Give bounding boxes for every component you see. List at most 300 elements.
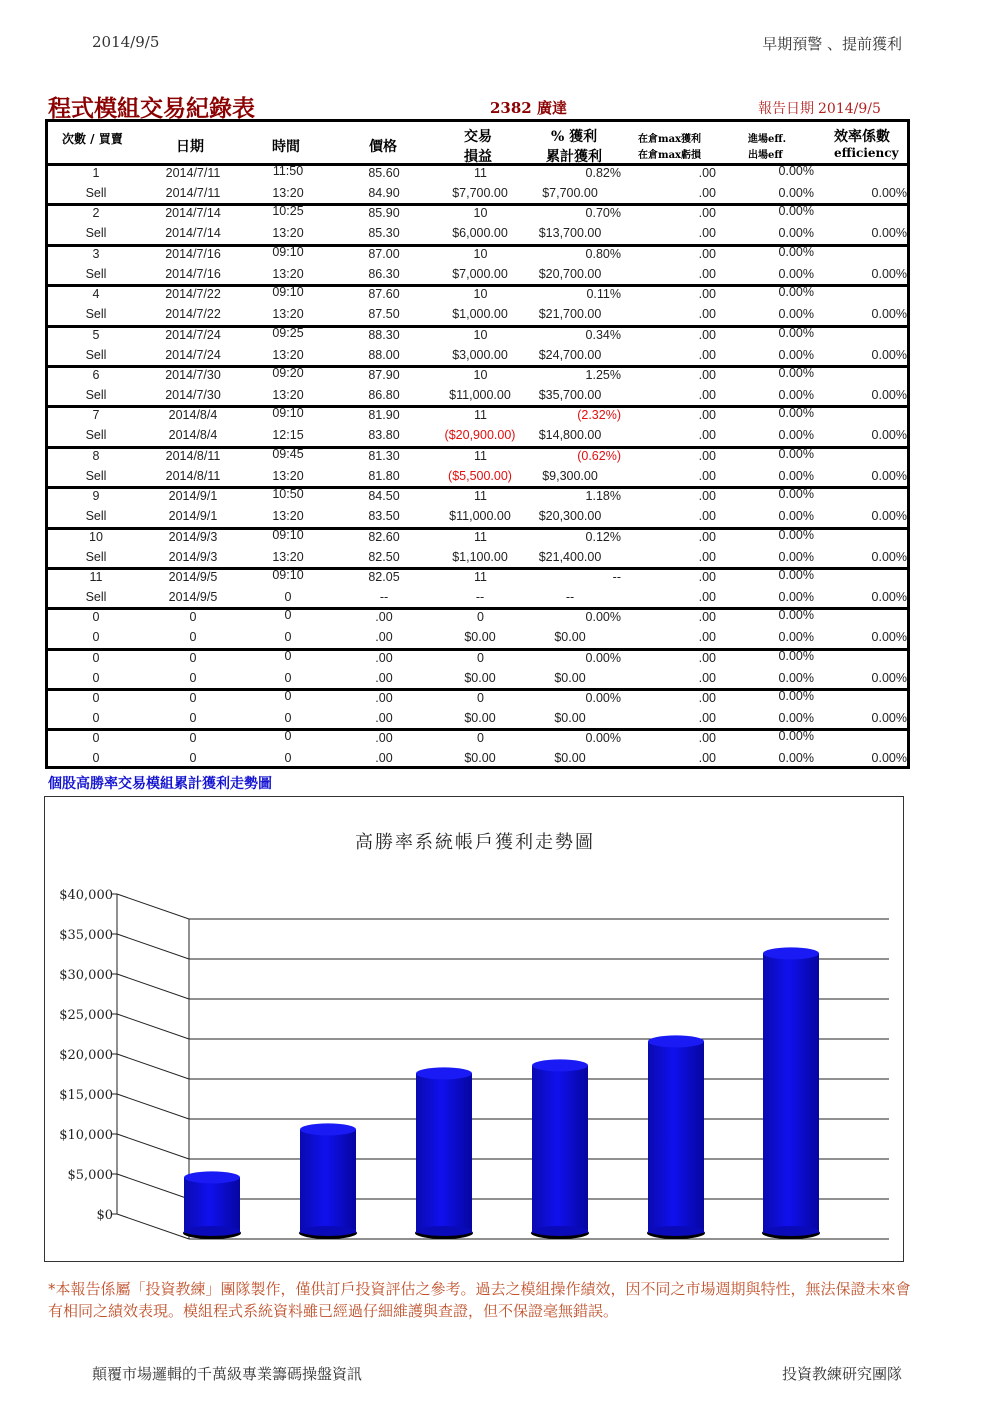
cell-time: 09:45 (272, 446, 304, 461)
cell-cum: -- (565, 589, 575, 604)
table-header (45, 119, 910, 163)
cell-side: Sell (85, 347, 107, 362)
grid-diagonal (117, 1134, 189, 1159)
cell-eff: 0.00% (778, 387, 814, 402)
trade-row (45, 244, 910, 284)
cell-time: 13:20 (272, 509, 304, 524)
cell-time: 0 (284, 729, 292, 744)
cell-pct: 0.11% (586, 287, 621, 302)
cell-n: 8 (92, 448, 100, 463)
cell-maxl: .00 (698, 226, 716, 241)
bar-bottom (300, 1226, 356, 1236)
cell-eff: 0.00% (778, 406, 814, 421)
cell-date: 2014/7/24 (165, 327, 221, 342)
cell-maxp: .00 (698, 367, 716, 382)
cell-date: 0 (189, 691, 197, 706)
cell-time: 09:10 (272, 244, 304, 259)
cell-maxl: .00 (698, 387, 716, 402)
cell-eff: 0.00% (778, 307, 814, 322)
cell-cum: $20,700.00 (538, 266, 602, 281)
footer-right: 投資教練研究團隊 (781, 1365, 902, 1383)
cell-price: 82.05 (368, 569, 400, 584)
cell-n: 0 (92, 650, 100, 665)
cell-side: Sell (85, 226, 107, 241)
cell-time: 13:20 (272, 307, 304, 322)
cell-date: 0 (189, 751, 197, 766)
header-entry-eff: 進場eff. (748, 134, 787, 145)
report-date-label: 報告日期 (758, 101, 814, 117)
cell-date: 2014/9/1 (168, 509, 218, 524)
cell-pnl: $0.00 (464, 711, 496, 726)
cell-n: 9 (92, 489, 100, 504)
cell-qty: 0 (477, 731, 484, 746)
cell-eff: 0.00% (778, 630, 814, 645)
cell-maxl: .00 (698, 711, 716, 726)
cell-pnl: $0.00 (464, 630, 496, 645)
cell-price: 87.00 (368, 246, 400, 261)
cell-time: 13:20 (272, 549, 304, 564)
trade-row (45, 163, 910, 203)
bar-body (763, 953, 819, 1233)
cell-date: 2014/7/22 (165, 307, 221, 322)
cell-price: 83.50 (368, 509, 400, 524)
bar-bottom (648, 1226, 704, 1236)
bar-body (300, 1129, 356, 1233)
cell-pct: 0.00% (585, 610, 621, 625)
cell-efficiency: 0.00% (871, 387, 907, 402)
cell-date: 0 (189, 630, 197, 645)
bar (183, 1171, 241, 1239)
cell-efficiency: 0.00% (871, 751, 907, 766)
cell-time: 10:25 (272, 204, 304, 219)
cell-eff: 0.00% (778, 285, 814, 300)
bar-top (532, 1059, 588, 1071)
cell-time: 13:20 (272, 468, 304, 483)
bar-body (416, 1073, 472, 1233)
cell-price: 85.90 (368, 206, 400, 221)
cell-time: 0 (284, 608, 292, 623)
bar-top (763, 947, 819, 959)
trade-row (45, 527, 910, 567)
cell-qty: 10 (473, 327, 488, 342)
cell-price: 83.80 (368, 428, 400, 443)
cell-date: 2014/7/16 (165, 266, 221, 281)
cell-qty: 11 (474, 529, 487, 544)
cell-eff: 0.00% (778, 689, 814, 704)
header-count-side: 次數 / 買賣 (62, 132, 123, 146)
cell-side: Sell (85, 509, 107, 524)
cell-pct: 0.80% (585, 246, 621, 261)
cell-eff: 0.00% (778, 527, 814, 542)
cell-maxp: .00 (698, 327, 716, 342)
cell-maxl: .00 (698, 630, 716, 645)
cell-qty: 11 (474, 166, 487, 180)
chart-title: 高勝率系統帳戶獲利走勢圖 (355, 832, 595, 853)
cell-price: 81.30 (368, 448, 400, 463)
cell-eff: 0.00% (778, 751, 814, 766)
header-exit-eff: 出場eff (748, 150, 783, 161)
grid-diagonal (117, 1094, 189, 1119)
cell-eff: 0.00% (778, 204, 814, 219)
y-tick-label: $5,000 (67, 1168, 113, 1183)
cell-price: 87.90 (368, 367, 400, 382)
cell-eff: 0.00% (778, 468, 814, 483)
header-trade: 交易 (464, 129, 492, 145)
cell-price: .00 (375, 670, 393, 685)
cell-n: 6 (92, 367, 100, 382)
chart-caption: 個股高勝率交易模組累計獲利走勢圖 (48, 776, 272, 792)
cell-time: 10:50 (272, 487, 304, 502)
trade-row (45, 405, 910, 445)
trade-row (45, 284, 910, 324)
header-date: 日期 (176, 139, 204, 155)
cell-maxl: .00 (698, 468, 716, 483)
cell-maxl: .00 (698, 347, 716, 362)
cell-side: 0 (92, 711, 100, 726)
y-tick-label: $20,000 (59, 1048, 113, 1063)
cell-qty: 0 (477, 610, 484, 625)
cell-cum: $7,700.00 (542, 186, 598, 200)
cell-eff: 0.00% (778, 186, 814, 200)
cell-maxl: .00 (698, 307, 716, 322)
cell-maxp: .00 (698, 246, 716, 261)
cell-price: 84.50 (368, 489, 400, 504)
cell-efficiency: 0.00% (871, 226, 907, 241)
cell-efficiency: 0.00% (871, 266, 907, 281)
cell-pnl: $6,000.00 (452, 226, 508, 241)
profit-chart (45, 797, 905, 1263)
bar-top (300, 1123, 356, 1135)
cell-eff: 0.00% (778, 711, 814, 726)
y-tick-label: $0 (96, 1208, 113, 1223)
header-pct: % 獲利 (551, 129, 598, 145)
cell-time: 09:10 (272, 567, 304, 582)
cell-pct: 0.00% (585, 731, 621, 746)
cell-side: Sell (85, 307, 107, 322)
cell-time: 0 (284, 670, 292, 685)
cell-maxp: .00 (698, 448, 716, 463)
grid-diagonal (117, 894, 189, 919)
cell-pnl: $1,000.00 (452, 307, 508, 322)
cell-time: 13:20 (272, 347, 304, 362)
cell-efficiency: 0.00% (871, 509, 907, 524)
cell-efficiency: 0.00% (871, 307, 907, 322)
cell-maxl: .00 (698, 266, 716, 281)
bar-top (184, 1171, 240, 1183)
cell-n: 7 (92, 408, 100, 423)
cell-pnl: $11,000.00 (449, 509, 511, 524)
cell-pnl: ($20,900.00) (444, 428, 516, 443)
cell-maxl: .00 (698, 509, 716, 524)
cell-eff: 0.00% (778, 244, 814, 259)
cell-cum: $14,800.00 (538, 428, 602, 443)
cell-pnl: $7,700.00 (452, 186, 508, 200)
cell-efficiency: 0.00% (871, 630, 907, 645)
cell-eff: 0.00% (778, 729, 814, 744)
cell-cum: $20,300.00 (538, 509, 602, 524)
cell-maxp: .00 (698, 206, 716, 221)
bar-top (648, 1035, 704, 1047)
cell-qty: 11 (474, 408, 487, 423)
cell-price: 82.60 (368, 529, 400, 544)
cell-time: 0 (284, 689, 292, 704)
trade-row (45, 325, 910, 365)
cell-date: 2014/7/22 (165, 287, 221, 302)
cell-date: 2014/7/16 (165, 246, 221, 261)
cell-pct: 0.70% (585, 206, 621, 221)
cell-side: Sell (85, 549, 107, 564)
bar-body (648, 1041, 704, 1233)
cell-eff: 0.00% (778, 226, 814, 241)
cell-date: 0 (189, 670, 197, 685)
cell-maxp: .00 (698, 489, 716, 504)
cell-time: 09:10 (272, 527, 304, 542)
cell-price: 87.50 (368, 307, 400, 322)
cell-eff: 0.00% (778, 164, 814, 178)
cell-date: 2014/7/24 (165, 347, 221, 362)
cell-eff: 0.00% (778, 365, 814, 380)
header-price: 價格 (369, 139, 397, 155)
cell-cum: $0.00 (554, 751, 586, 766)
cell-price: 81.90 (368, 408, 400, 423)
cell-pct: 0.82% (585, 166, 621, 180)
grid-diagonal (117, 1214, 189, 1239)
cell-pnl: $0.00 (464, 670, 496, 685)
cell-side: 0 (92, 751, 100, 766)
bar-bottom (532, 1226, 588, 1236)
header-tagline: 早期預警 、提前獲利 (762, 35, 902, 53)
cell-maxp: .00 (698, 569, 716, 584)
cell-n: 0 (92, 691, 100, 706)
bar (647, 1035, 705, 1239)
cell-price: .00 (375, 630, 393, 645)
cell-n: 0 (92, 731, 100, 746)
cell-time: 13:20 (272, 186, 304, 200)
cell-eff: 0.00% (778, 589, 814, 604)
cell-price: -- (379, 589, 389, 604)
cell-cum: $21,400.00 (538, 549, 602, 564)
cell-eff: 0.00% (778, 549, 814, 564)
cell-side: Sell (85, 428, 107, 443)
cell-date: 0 (189, 711, 197, 726)
cell-pct: 1.25% (585, 367, 621, 382)
trade-row (45, 486, 910, 526)
bar (415, 1067, 473, 1239)
cell-n: 4 (92, 287, 100, 302)
cell-eff: 0.00% (778, 509, 814, 524)
cell-pnl: $0.00 (464, 751, 496, 766)
cell-qty: 11 (474, 489, 487, 504)
cell-maxp: .00 (698, 166, 716, 180)
report-date (754, 98, 881, 118)
cell-efficiency: 0.00% (871, 186, 907, 200)
cell-time: 13:20 (272, 266, 304, 281)
trade-row (45, 567, 910, 607)
cell-pct: (0.62%) (577, 448, 621, 463)
cell-time: 0 (284, 711, 292, 726)
cell-pct: (2.32%) (577, 408, 621, 423)
cell-price: 85.60 (368, 166, 400, 180)
cell-date: 2014/7/11 (165, 166, 221, 180)
cell-qty: 0 (477, 650, 484, 665)
cell-date: 2014/8/11 (165, 468, 221, 483)
trade-row (45, 365, 910, 405)
cell-date: 2014/7/11 (165, 186, 221, 200)
cell-cum: $0.00 (554, 670, 586, 685)
report-date-value: 2014/9/5 (818, 101, 881, 117)
cell-pct: -- (612, 569, 621, 584)
cell-n: 3 (92, 246, 100, 261)
cell-time: 13:20 (272, 226, 304, 241)
trade-row (45, 688, 910, 728)
cell-n: 2 (92, 206, 100, 221)
cell-price: 88.30 (368, 327, 400, 342)
cell-time: 09:25 (272, 325, 304, 340)
cell-cum: $0.00 (554, 711, 586, 726)
cell-cum: $13,700.00 (538, 226, 602, 241)
cell-eff: 0.00% (778, 347, 814, 362)
cell-time: 0 (284, 630, 292, 645)
cell-efficiency: 0.00% (871, 347, 907, 362)
cell-pnl: ($5,500.00) (448, 468, 512, 483)
cell-time: 0 (284, 589, 292, 604)
cell-price: 82.50 (368, 549, 400, 564)
cell-time: 0 (284, 648, 292, 663)
cell-maxl: .00 (698, 549, 716, 564)
cell-qty: 10 (473, 287, 488, 302)
grid-diagonal (117, 1174, 189, 1199)
cell-price: 81.80 (368, 468, 400, 483)
cell-time: 09:10 (272, 285, 304, 300)
y-tick-label: $15,000 (59, 1088, 113, 1103)
cell-date: 2014/7/14 (165, 206, 221, 221)
cell-date: 0 (189, 731, 197, 746)
cell-eff: 0.00% (778, 608, 814, 623)
cell-price: .00 (375, 751, 393, 766)
cell-time: 11:50 (272, 164, 304, 178)
cell-maxl: .00 (698, 751, 716, 766)
cell-n: 5 (92, 327, 100, 342)
page-title: 程式模組交易紀錄表 (48, 95, 255, 122)
cell-maxp: .00 (698, 650, 716, 665)
header-time: 時間 (272, 139, 300, 155)
disclaimer: *本報告係屬「投資教練」團隊製作，僅供訂戶投資評估之參考。過去之模組操作績效，因不同之市場週期與特性，無法保證未來會有相同之績效表現。模組程式系統資料雖已經過仔細維護與查證，但不保證毫無錯誤。 (48, 1280, 911, 1320)
bar-bottom (763, 1226, 819, 1236)
cell-pct: 0.00% (585, 650, 621, 665)
bar (762, 947, 820, 1239)
y-tick-label: $25,000 (59, 1008, 113, 1023)
cell-side: Sell (85, 387, 107, 402)
cell-date: 2014/8/11 (165, 448, 221, 463)
header-efficiency-cn: 效率係數 (834, 129, 890, 145)
cell-side: Sell (85, 266, 107, 281)
cell-cum: $35,700.00 (538, 387, 602, 402)
cell-price: 88.00 (368, 347, 400, 362)
cell-maxp: .00 (698, 731, 716, 746)
cell-side: Sell (85, 589, 107, 604)
cell-pct: 1.18% (585, 489, 621, 504)
bar-bottom (416, 1226, 472, 1236)
bar (299, 1123, 357, 1239)
cell-maxp: .00 (698, 408, 716, 423)
cell-price: 84.90 (368, 186, 400, 200)
cell-eff: 0.00% (778, 428, 814, 443)
cell-date: 2014/7/30 (165, 387, 221, 402)
cell-qty: 10 (473, 367, 488, 382)
cell-price: 86.80 (368, 387, 400, 402)
cell-price: .00 (375, 711, 393, 726)
cell-n: 1 (92, 166, 100, 180)
y-tick-label: $30,000 (59, 968, 113, 983)
cell-date: 0 (189, 610, 197, 625)
cell-side: 0 (92, 670, 100, 685)
cell-maxl: .00 (698, 428, 716, 443)
cell-maxl: .00 (698, 186, 716, 200)
header-cum: 累計獲利 (546, 149, 602, 165)
cell-pnl: -- (475, 589, 485, 604)
cell-efficiency: 0.00% (871, 589, 907, 604)
bar (531, 1059, 589, 1239)
header-efficiency-en: efficiency (834, 146, 899, 160)
chart-area (44, 796, 904, 1262)
y-tick-label: $10,000 (59, 1128, 113, 1143)
cell-pct: 0.34% (585, 327, 621, 342)
cell-maxp: .00 (698, 610, 716, 625)
cell-maxp: .00 (698, 691, 716, 706)
cell-time: 09:10 (272, 406, 304, 421)
cell-price: .00 (375, 610, 393, 625)
cell-eff: 0.00% (778, 446, 814, 461)
cell-eff: 0.00% (778, 266, 814, 281)
cell-time: 09:20 (272, 365, 304, 380)
cell-date: 2014/7/30 (165, 367, 221, 382)
cell-side: Sell (85, 186, 107, 200)
grid-diagonal (117, 1014, 189, 1039)
cell-cum: $9,300.00 (542, 468, 598, 483)
trade-row (45, 446, 910, 486)
grid-diagonal (117, 974, 189, 999)
cell-eff: 0.00% (778, 567, 814, 582)
cell-pct: 0.12% (585, 529, 621, 544)
y-tick-label: $35,000 (59, 928, 113, 943)
cell-qty: 0 (477, 691, 484, 706)
cell-pnl: $7,000.00 (452, 266, 508, 281)
cell-price: .00 (375, 691, 393, 706)
cell-maxp: .00 (698, 529, 716, 544)
cell-efficiency: 0.00% (871, 428, 907, 443)
cell-date: 2014/9/5 (168, 589, 218, 604)
cell-qty: 11 (474, 569, 487, 584)
cell-maxl: .00 (698, 670, 716, 685)
cell-date: 2014/9/1 (168, 489, 218, 504)
cell-time: 13:20 (272, 387, 304, 402)
cell-date: 2014/8/4 (168, 428, 218, 443)
bar-body (532, 1065, 588, 1233)
cell-eff: 0.00% (778, 487, 814, 502)
cell-n: 0 (92, 610, 100, 625)
cell-cum: $21,700.00 (538, 307, 602, 322)
cell-date: 2014/9/3 (168, 549, 218, 564)
cell-price: 86.30 (368, 266, 400, 281)
cell-cum: $24,700.00 (538, 347, 602, 362)
trade-row (45, 648, 910, 688)
cell-n: 10 (89, 529, 103, 544)
grid-diagonal (117, 934, 189, 959)
cell-price: .00 (375, 650, 393, 665)
cell-n: 11 (89, 569, 103, 584)
cell-side: 0 (92, 630, 100, 645)
cell-time: 12:15 (272, 428, 304, 443)
